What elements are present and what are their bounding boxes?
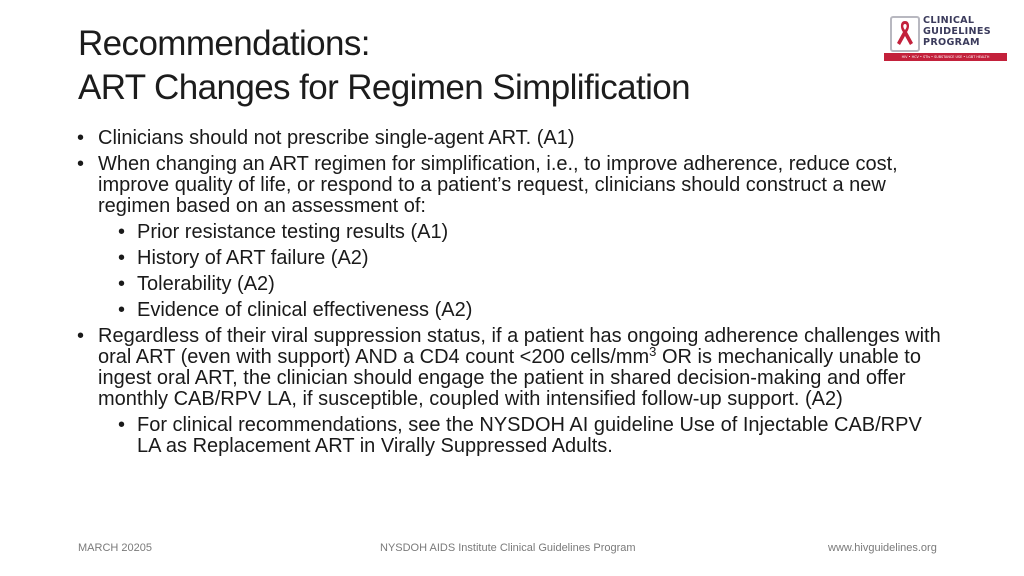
footer-program: NYSDOH AIDS Institute Clinical Guidelines Program — [380, 542, 636, 554]
sub-bullet: • Prior resistance testing results (A1) — [98, 222, 946, 243]
logo-wordmark — [923, 15, 1011, 48]
sub-bullet: • History of ART failure (A2) — [98, 248, 946, 269]
bullet-text-part2: OR is mechanically unable to ingest oral ART, the clinician should engage the patient in shared decision-making and offer monthly CAB/RPV LA, if susceptible, coupled with intensified follow-up support. (A2) — [98, 346, 921, 410]
logo-line-3: PROGRAM — [923, 37, 980, 48]
sub-bullet: • Tolerability (A2) — [98, 274, 946, 295]
bullet-regimen-change — [76, 154, 946, 321]
logo-line-1: CLINICAL — [923, 15, 975, 26]
title-line-2: ART Changes for Regimen Simplification — [78, 68, 691, 107]
sub-bullet: • For clinical recommendations, see the NYSDOH AI guideline Use of Injectable CAB/RPV LA as Replacement ART in Virally Suppressed Adults. — [98, 415, 946, 457]
reference-sublist — [98, 415, 946, 457]
footer-url: www.hivguidelines.org — [828, 542, 937, 554]
awareness-ribbon-icon — [894, 17, 916, 47]
footer-date: MARCH 20205 — [78, 542, 152, 554]
clinical-guidelines-logo — [884, 12, 1010, 64]
bullet-text-part1: Regardless of their viral suppression status, if a patient has ongoing adherence challenges with oral ART (even with support) AND a CD4 count <200 cells/mm — [98, 325, 941, 368]
bullet-single-agent — [76, 128, 946, 149]
sub-bullet: • Evidence of clinical effectiveness (A2) — [98, 300, 946, 321]
slide-body — [76, 128, 946, 462]
bullet-text: When changing an ART regimen for simplification, i.e., to improve adherence, reduce cost, improve quality of life, or respond to a patient’s request, clinicians should construct a new regimen based on an assessment of: — [98, 153, 898, 217]
slide-title — [78, 22, 838, 110]
logo-tagline-bar: HIV • HCV • STIs • SUBSTANCE USE • LGBT HEALTH — [884, 53, 1007, 61]
bullet-adherence — [76, 326, 946, 457]
logo-line-2: GUIDELINES — [923, 26, 991, 37]
title-line-1: Recommendations: — [78, 24, 370, 63]
bullet-text: Clinicians should not prescribe single-agent ART. (A1) — [98, 127, 575, 149]
bullet-list — [76, 128, 946, 457]
assessment-sublist — [98, 222, 946, 321]
superscript: 3 — [649, 344, 657, 359]
